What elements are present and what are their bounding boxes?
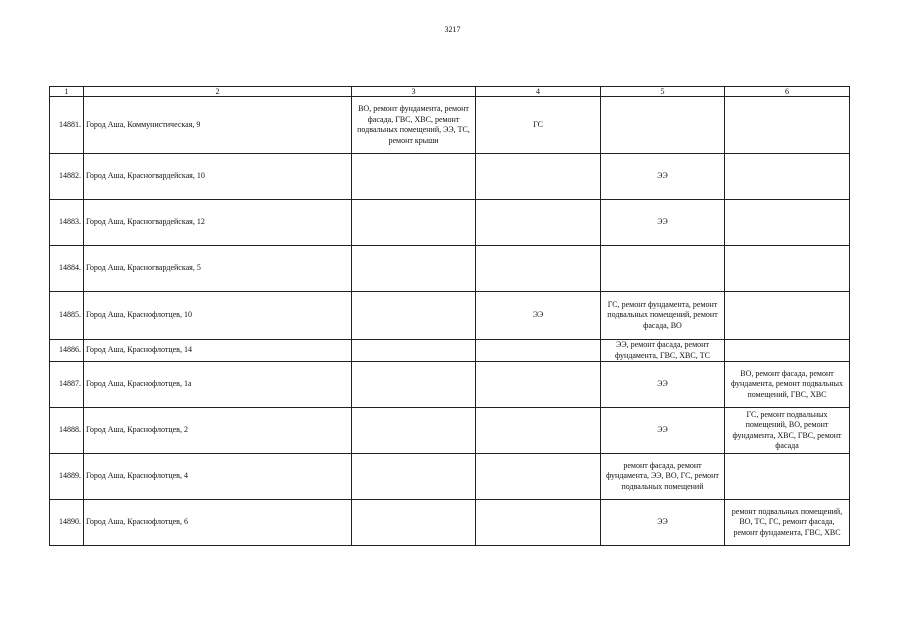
column-header: 6 — [725, 87, 850, 97]
cell-col6 — [725, 454, 850, 500]
cell-col4 — [476, 408, 601, 454]
cell-col5: ЭЭ — [601, 154, 725, 200]
row-number: 14890. — [50, 500, 84, 546]
column-header: 4 — [476, 87, 601, 97]
row-number: 14883. — [50, 200, 84, 246]
row-address: Город Аша, Красногвардейская, 12 — [84, 200, 352, 246]
cell-col5: ЭЭ — [601, 500, 725, 546]
cell-col3 — [352, 292, 476, 340]
table-row — [50, 454, 850, 500]
row-address: Город Аша, Краснофлотцев, 2 — [84, 408, 352, 454]
table-row — [50, 200, 850, 246]
cell-col6 — [725, 246, 850, 292]
row-address: Город Аша, Краснофлотцев, 4 — [84, 454, 352, 500]
row-address: Город Аша, Краснофлотцев, 14 — [84, 340, 352, 362]
table-row — [50, 408, 850, 454]
cell-col5: ЭЭ — [601, 362, 725, 408]
cell-col3 — [352, 454, 476, 500]
cell-col5: ЭЭ — [601, 408, 725, 454]
cell-col6 — [725, 97, 850, 154]
cell-col4 — [476, 454, 601, 500]
row-address: Город Аша, Красногвардейская, 10 — [84, 154, 352, 200]
row-number: 14885. — [50, 292, 84, 340]
cell-col3 — [352, 246, 476, 292]
cell-col3: ВО, ремонт фундамента, ремонт фасада, ГВС, ХВС, ремонт подвальных помещений, ЭЭ, ТС, ремонт крыши — [352, 97, 476, 154]
row-address: Город Аша, Красногвардейская, 5 — [84, 246, 352, 292]
row-address: Город Аша, Краснофлотцев, 1а — [84, 362, 352, 408]
cell-col6 — [725, 292, 850, 340]
repair-register-table — [49, 86, 850, 546]
row-number: 14884. — [50, 246, 84, 292]
cell-col4 — [476, 246, 601, 292]
cell-col3 — [352, 408, 476, 454]
table-row — [50, 246, 850, 292]
cell-col4: ЭЭ — [476, 292, 601, 340]
row-address: Город Аша, Краснофлотцев, 6 — [84, 500, 352, 546]
row-number: 14889. — [50, 454, 84, 500]
cell-col3 — [352, 500, 476, 546]
table-row — [50, 154, 850, 200]
cell-col5: ГС, ремонт фундамента, ремонт подвальных помещений, ремонт фасада, ВО — [601, 292, 725, 340]
cell-col4 — [476, 362, 601, 408]
table-row — [50, 362, 850, 408]
cell-col4: ГС — [476, 97, 601, 154]
cell-col6 — [725, 200, 850, 246]
cell-col5 — [601, 246, 725, 292]
cell-col6 — [725, 340, 850, 362]
cell-col6: ВО, ремонт фасада, ремонт фундамента, ремонт подвальных помещений, ГВС, ХВС — [725, 362, 850, 408]
row-number: 14886. — [50, 340, 84, 362]
table-row — [50, 292, 850, 340]
cell-col4 — [476, 154, 601, 200]
column-header: 2 — [84, 87, 352, 97]
row-number: 14881. — [50, 97, 84, 154]
column-header: 5 — [601, 87, 725, 97]
table-header-row — [50, 87, 850, 97]
row-number: 14887. — [50, 362, 84, 408]
row-number: 14882. — [50, 154, 84, 200]
cell-col3 — [352, 200, 476, 246]
table-row — [50, 340, 850, 362]
row-number: 14888. — [50, 408, 84, 454]
cell-col4 — [476, 200, 601, 246]
page-number: 3217 — [444, 25, 461, 34]
column-header: 3 — [352, 87, 476, 97]
cell-col3 — [352, 362, 476, 408]
cell-col5: ЭЭ — [601, 200, 725, 246]
cell-col3 — [352, 340, 476, 362]
cell-col5: ремонт фасада, ремонт фундамента, ЭЭ, ВО, ГС, ремонт подвальных помещений — [601, 454, 725, 500]
column-header: 1 — [50, 87, 84, 97]
row-address: Город Аша, Краснофлотцев, 10 — [84, 292, 352, 340]
cell-col5 — [601, 97, 725, 154]
cell-col6: ремонт подвальных помещений, ВО, ТС, ГС, ремонт фасада, ремонт фундамента, ГВС, ХВС — [725, 500, 850, 546]
cell-col6: ГС, ремонт подвальных помещений, ВО, ремонт фундамента, ХВС, ГВС, ремонт фасада — [725, 408, 850, 454]
cell-col6 — [725, 154, 850, 200]
cell-col3 — [352, 154, 476, 200]
row-address: Город Аша, Коммунистическая, 9 — [84, 97, 352, 154]
table-row — [50, 500, 850, 546]
cell-col4 — [476, 340, 601, 362]
table-row — [50, 97, 850, 154]
cell-col5: ЭЭ, ремонт фасада, ремонт фундамента, ГВС, ХВС, ТС — [601, 340, 725, 362]
cell-col4 — [476, 500, 601, 546]
